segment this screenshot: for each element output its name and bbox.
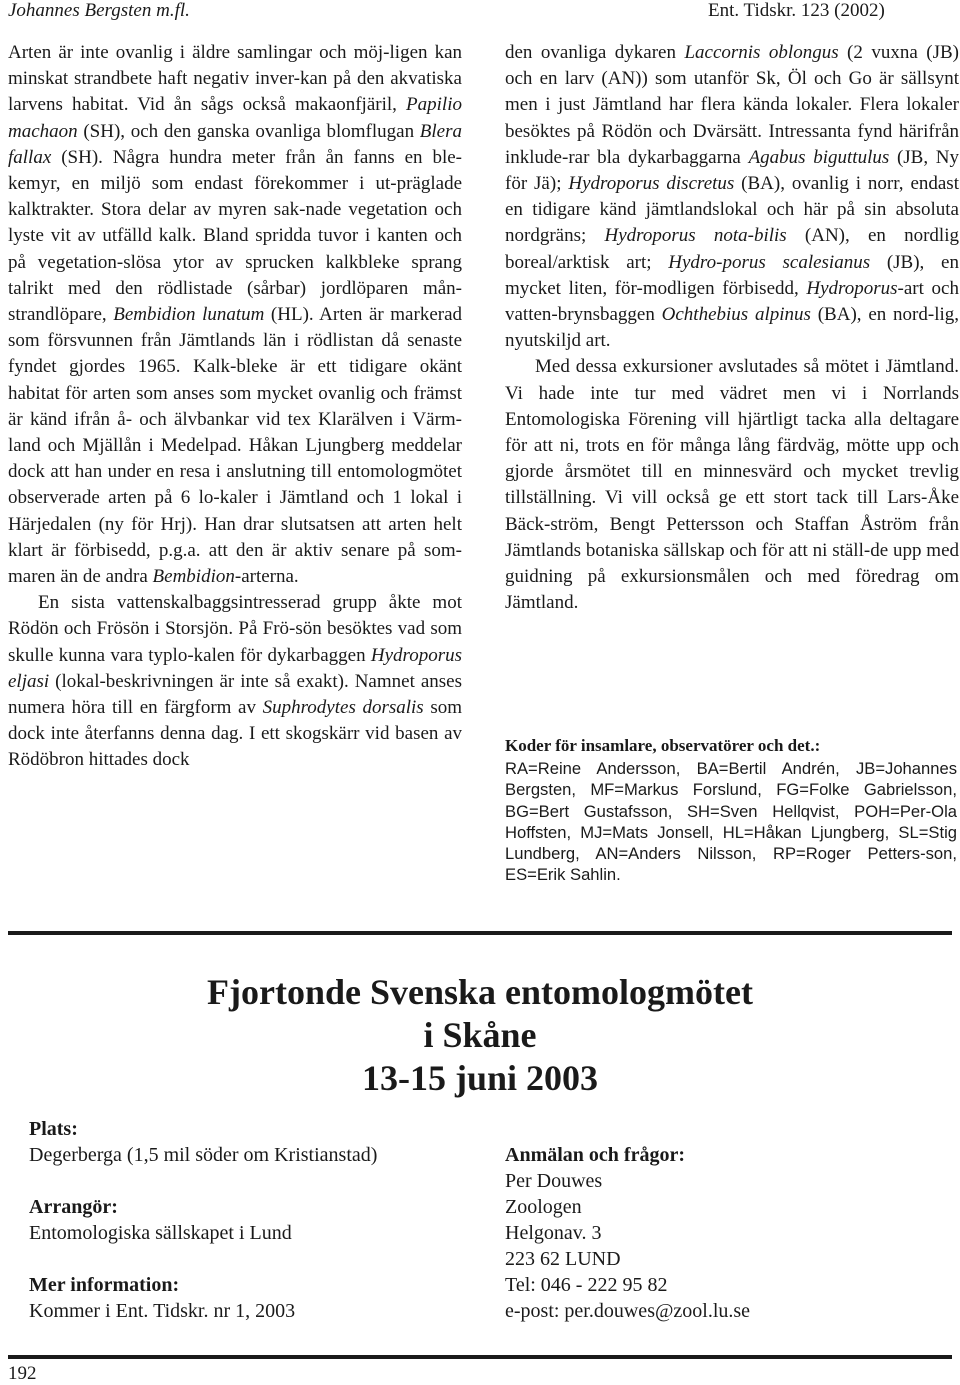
paragraph: Med dessa exkursioner avslutades så mötet i Jämtland. Vi hade inte tur med vädret men vi i Norrlands Entomologiska Förening vill hjärtligt tacka alla deltagare för att ni, trots en för många lång färdväg, mötte upp och gjorde årsmötet till en minnesvärd och mycket trevlig tillställning. Vi vill också ge ett stort tack till Lars-Åke Bäck-ström, Bengt Pettersson och Staffan Åström från Jämtlands botaniska sällskap och för att ni ställ-de upp med guidning på exkursionsmålen och med föredrag om Jämtland. bbox=[505, 356, 959, 614]
contact-line: Zoologen bbox=[505, 1196, 582, 1218]
right-column bbox=[505, 40, 959, 616]
info-label: Mer information: bbox=[29, 1274, 180, 1296]
collector-codes bbox=[505, 735, 957, 885]
codes-heading: Koder för insamlare, observatörer och det.: bbox=[505, 736, 821, 755]
running-header-authors: Johannes Bergsten m.fl. bbox=[8, 0, 190, 21]
contact-label: Anmälan och frågor: bbox=[505, 1144, 685, 1166]
contact-line: Helgonav. 3 bbox=[505, 1222, 602, 1244]
contact-email: e-post: per.douwes@zool.lu.se bbox=[505, 1300, 751, 1322]
announcement-details bbox=[29, 1116, 377, 1324]
codes-list: RA=Reine Andersson, BA=Bertil Andrén, JB=Johannes Bergsten, MF=Markus Forslund, FG=Folke Gabrielsson, BG=Bert Gustafsson, SH=Sven Hellqvist, POH=Per-Ola Hoffsten, MJ=Mats Jonsell, HL=Håkan Ljungberg, SL=Stig Lundberg, AN=Anders Nilsson, RP=Roger Petters-son, ES=Erik Sahlin. bbox=[505, 759, 957, 885]
title-line: Fjortonde Svenska entomologmötet bbox=[207, 972, 753, 1012]
info-value: Kommer i Ent. Tidskr. nr 1, 2003 bbox=[29, 1300, 296, 1322]
paragraph: En sista vattenskalbaggsintresserad grupp åkte mot Rödön och Frösön i Storsjön. På Frö-sön besöktes vad som skulle kunna vara typlo-kalen för dykarbaggen Hydroporus eljasi (lokal-beskrivningen är inte så exakt). Namnet anses numera höra till en färgform av Suphrodytes dorsalis som dock inte återfanns denna dag. I ett skogskärr vid basen av Rödöbron hittades dock bbox=[8, 592, 462, 771]
page-number: 192 bbox=[8, 1363, 37, 1384]
contact-line: Per Douwes bbox=[505, 1170, 603, 1192]
paragraph: den ovanliga dykaren Laccornis oblongus (2 vuxna (JB) och en larv (AN)) som utanför Sk, Öl och Go är sällsynt men i just Jämtland har flera kända lokaler. Flera lokaler besöktes på Rödön och Dvärsätt. Intressanta fynd härifrån inklude-rar bla dykarbaggarna Agabus biguttulus (JB, Ny för Jä); Hydroporus discretus (BA), ovanlig i norr, endast en tidigare känd jämtlandslokal och här på sin absoluta nordgräns; Hydroporus nota-bilis (AN), en nordlig boreal/arktisk art; Hydro-porus scalesianus (JB), en mycket liten, för-modligen förbisedd, Hydroporus-art och vatten-brynsbaggen Ochthebius alpinus (BA), en nord-lig, nyutskiljd art. bbox=[505, 42, 960, 352]
contact-line: Tel: 046 - 222 95 82 bbox=[505, 1274, 668, 1296]
meeting-announcement-box bbox=[8, 931, 952, 1359]
announcement-title bbox=[8, 971, 952, 1100]
arrangor-label: Arrangör: bbox=[29, 1196, 118, 1218]
contact-line: 223 62 LUND bbox=[505, 1248, 621, 1270]
arrangor-value: Entomologiska sällskapet i Lund bbox=[29, 1222, 292, 1244]
title-line: 13-15 juni 2003 bbox=[361, 1058, 599, 1098]
title-line: i Skåne bbox=[423, 1015, 537, 1055]
plats-label: Plats: bbox=[29, 1118, 78, 1140]
announcement-contact bbox=[505, 1142, 750, 1324]
paragraph: Arten är inte ovanlig i äldre samlingar och möj-ligen kan minskat strandbete haft negativ inver-kan på den akvatiska larvens habitat. Vid ån sågs också makaonfjäril, Papilio machaon (SH), och den ganska ovanliga blomflugan Blera fallax (SH). Några hundra meter från ån fanns en ble-kemyr, en miljö som endast förekommer i ut-präglade kalktrakter. Stora delar av myren sak-nade vegetation och lyste vit av utfälld kalk. Bland spridda tuvor i kanten och på vegetation-slösa ytor av sprucken kalkbleke sprang talrikt med den rödlistade (sårbar) jordlöparen mån-strandlöpare, Bembidion lunatum (HL). Arten är markerad som försvunnen från Jämtlands län i rödlistan då senaste fyndet gjordes 1965. Kalk-bleke är ett tidigare okänt habitat för arten som anses som mycket ovanlig och främst är känd ifrån å- och älvbankar vid tex Klarälven i Värm-land och Mjällån i Medelpad. Håkan Ljungberg meddelar dock att han under en resa i anslutning till entomologmötet observerade arten på 6 lo-kaler i Jämtland och 1 lokal i Härjedalen (ny för Hrj). Han drar slutsatsen att arten helt klart är förbisedd, p.g.a. att den är aktiv senare på som-maren än de andra Bembidion-arterna. bbox=[8, 42, 463, 588]
plats-value: Degerberga (1,5 mil söder om Kristianstad) bbox=[29, 1144, 378, 1166]
left-column bbox=[8, 40, 462, 774]
running-header-journal: Ent. Tidskr. 123 (2002) bbox=[708, 0, 885, 21]
